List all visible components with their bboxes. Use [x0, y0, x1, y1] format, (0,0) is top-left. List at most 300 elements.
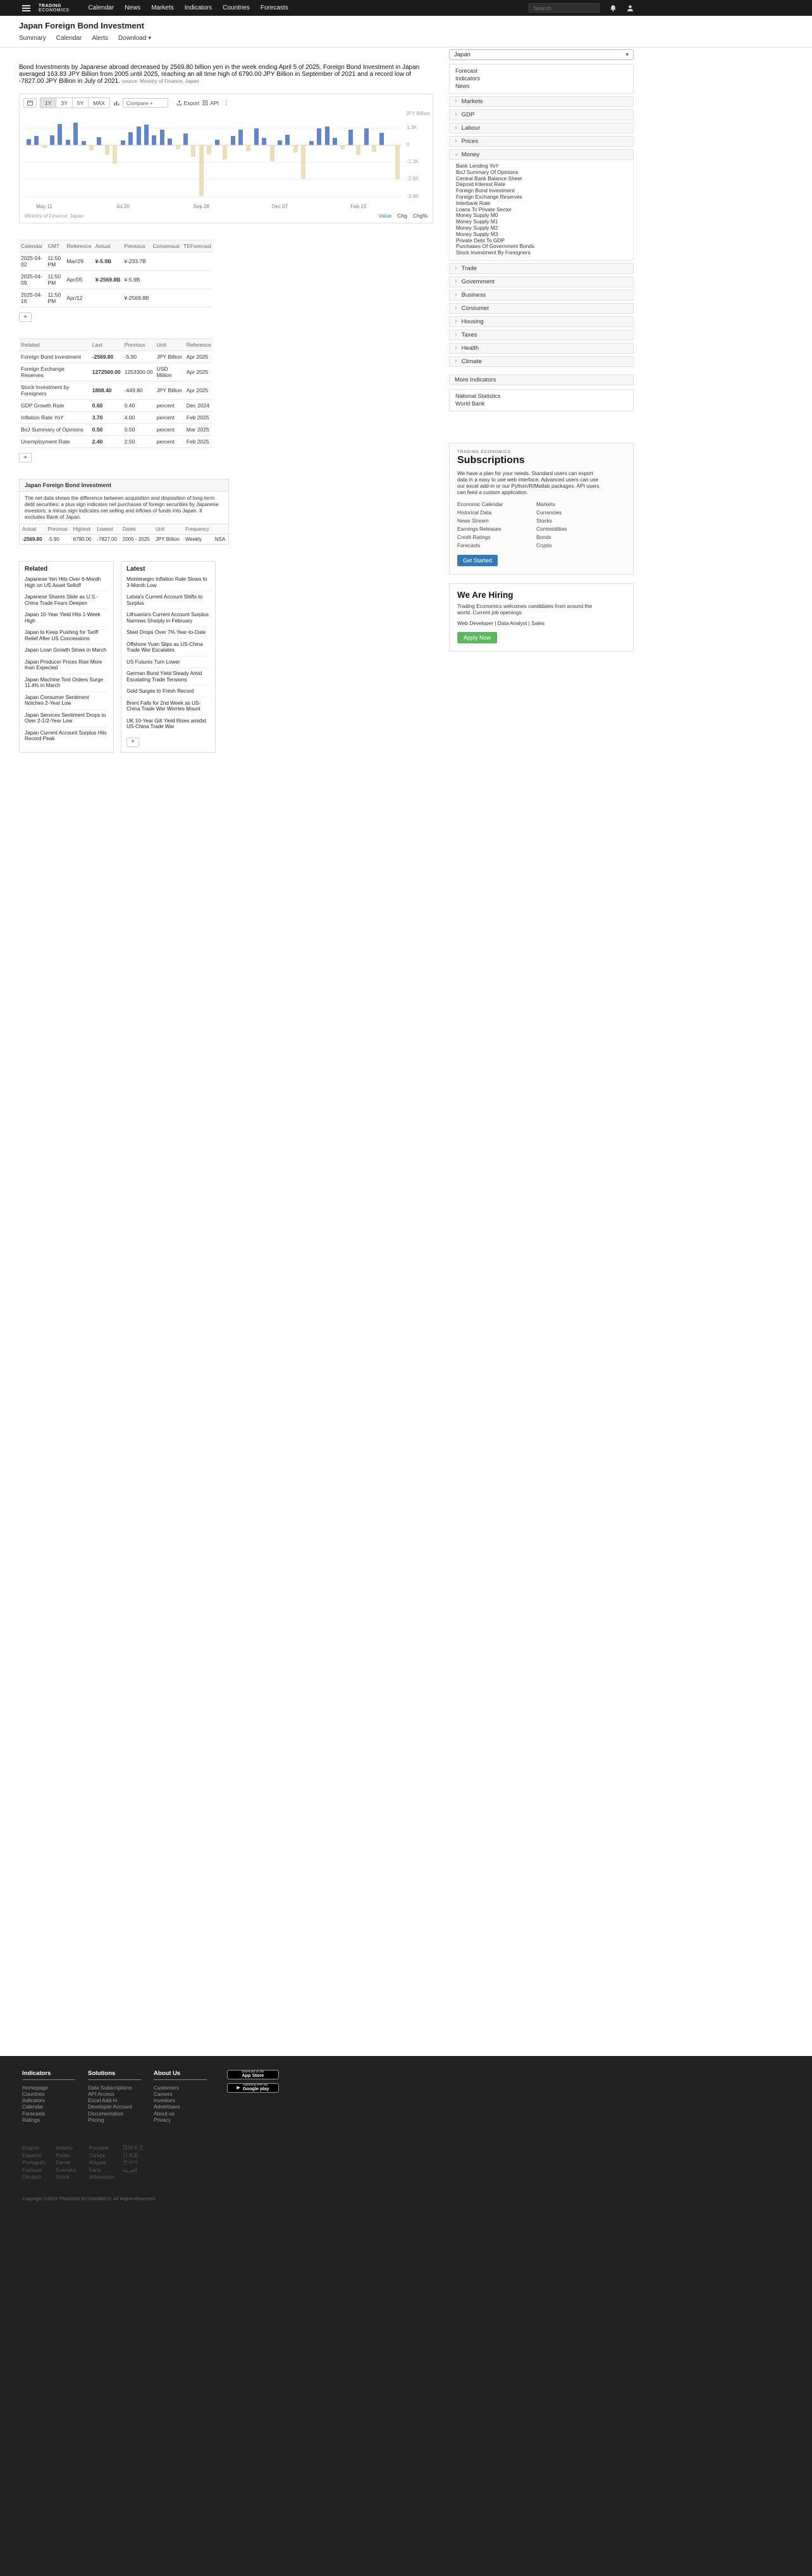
subscription-link[interactable]: Earnings Releases: [457, 525, 501, 532]
chevron-right-icon: ›: [455, 277, 457, 285]
table-row: [19, 363, 213, 381]
sidebar-link-indicators[interactable]: Indicators: [455, 75, 481, 82]
chevron-right-icon: ›: [455, 97, 457, 105]
chart-bar: [105, 145, 109, 155]
news-link[interactable]: Offshore Yuan Slips as US-China Trade War Escalates: [126, 639, 210, 657]
sidebar-accordion-taxes[interactable]: › Taxes: [449, 330, 634, 340]
language-link[interactable]: 日本語: [123, 2152, 138, 2158]
latest-news-card: [121, 561, 216, 753]
range-5y-button[interactable]: 5Y: [72, 98, 88, 108]
chart-type-icon[interactable]: [113, 100, 120, 106]
chart-bar: [379, 133, 384, 145]
language-link[interactable]: Español: [22, 2152, 41, 2158]
cell: [181, 271, 213, 289]
chart-bar: [333, 138, 337, 145]
expand-latest-news-button[interactable]: +: [126, 738, 139, 747]
more-indicators-header: More Indicators: [449, 375, 634, 385]
cell: -5.90: [47, 536, 59, 542]
subscriptions-links: [457, 501, 625, 548]
nav-menu: [89, 4, 288, 11]
subscription-link[interactable]: Crypto: [536, 542, 552, 548]
news-link[interactable]: Lithuania's Current Account Surplus Narrows Sharply in February: [126, 609, 210, 627]
chart-bar: [34, 136, 39, 145]
chart-bar: [27, 139, 31, 145]
chart-bar: [317, 128, 321, 145]
news-link[interactable]: Steel Drops Over 7% Year-to-Date: [126, 627, 210, 639]
cell: ¥-5.9B: [94, 252, 123, 271]
date-range-button[interactable]: [23, 98, 37, 108]
related-news-title: Related: [25, 566, 48, 573]
search-input[interactable]: [529, 3, 600, 13]
chart-bar: [254, 128, 259, 145]
indicator-description-card: [19, 479, 229, 545]
nav-item-markets[interactable]: Markets: [151, 4, 174, 11]
footer-link[interactable]: About us: [154, 2110, 175, 2117]
notifications-bell-icon[interactable]: [610, 4, 617, 12]
cell[interactable]: GDP Growth Rate: [19, 400, 90, 412]
cell: [151, 289, 182, 307]
news-link[interactable]: Japan Consumer Sentiment Notches 2-Year Low: [25, 692, 108, 710]
subscription-link[interactable]: Bonds: [536, 533, 551, 540]
brand-logo[interactable]: [39, 4, 70, 13]
sidebar-indicator-link[interactable]: Foreign Bond Investment: [456, 187, 515, 194]
cell: Apr/05: [65, 271, 93, 289]
footer-column: [22, 2070, 88, 2124]
chart-bar: [89, 145, 94, 151]
cell: NSA: [214, 536, 226, 542]
subscription-link[interactable]: Markets: [536, 500, 555, 507]
country-select[interactable]: Japan ▾: [449, 49, 634, 60]
language-link[interactable]: Italiano: [56, 2145, 73, 2152]
sidebar-indicator-link[interactable]: Foreign Exchange Reserves: [456, 193, 522, 200]
footer-link[interactable]: Forecasts: [22, 2110, 46, 2117]
sidebar-accordion-climate[interactable]: › Climate: [449, 356, 634, 367]
sidebar-indicator-link[interactable]: BoJ Summary Of Opinions: [456, 168, 519, 175]
sidebar-accordion-money[interactable]: › Money: [449, 149, 634, 160]
column-header: TEForecast: [181, 240, 213, 252]
column-header: Unit: [155, 339, 185, 351]
language-link[interactable]: Türkçe: [89, 2152, 106, 2158]
table-row: [19, 252, 213, 271]
play-icon: ▶: [237, 2086, 240, 2090]
news-link[interactable]: Japan Loan Growth Slows in March: [25, 645, 108, 657]
nav-item-countries[interactable]: Countries: [223, 4, 250, 11]
tab-alerts[interactable]: Alerts: [92, 35, 108, 42]
chevron-right-icon: ›: [455, 290, 457, 299]
chart-bar: [207, 145, 211, 154]
language-link[interactable]: Polski: [56, 2152, 70, 2158]
sidebar-link-forecast[interactable]: Forecast: [455, 68, 478, 74]
chart-bar: [270, 145, 274, 161]
footer-link[interactable]: Excel Add-In: [88, 2097, 118, 2104]
compare-button[interactable]: Compare +: [123, 98, 168, 108]
description-text: The net data shows the difference between acquisition and disposition of long-term debt securities: a plus sign indicates net purchases of foreign securities by Japanese investors; a minus sign indicates net selling and inflows of funds into Japan. It excludes Bank of Japan.: [25, 495, 219, 520]
table-row: [20, 535, 228, 545]
table-row: [19, 351, 213, 363]
column-header: Highest: [71, 524, 95, 535]
cell: percent: [155, 424, 185, 436]
cell: 0.40: [123, 400, 155, 412]
related-news-card: [19, 561, 114, 753]
bar-chart-plot: [25, 118, 419, 202]
chart-bar: [191, 145, 195, 157]
chart-bar: [42, 145, 47, 148]
sidebar-accordion-gdp[interactable]: › GDP: [449, 109, 634, 120]
cell: 11:50 PM: [46, 289, 65, 307]
tab-download[interactable]: Download ▾: [118, 35, 152, 42]
footer-link[interactable]: Pricing: [88, 2116, 104, 2123]
footer-link[interactable]: Calendar: [22, 2103, 44, 2110]
mode-chgpct-link[interactable]: Chg%: [412, 213, 428, 219]
news-link[interactable]: Japan Services Sentiment Drops to Over 2-1/2-Year Low: [25, 710, 108, 728]
language-link[interactable]: Français: [22, 2166, 42, 2173]
kebab-menu-icon[interactable]: ⋮: [223, 99, 230, 106]
subscription-link[interactable]: Stocks: [536, 517, 552, 524]
hiring-card: [449, 583, 634, 652]
cell: JPY Billion: [155, 351, 185, 363]
chart-bar: [238, 130, 243, 145]
cell: [151, 271, 182, 289]
google-play-badge[interactable]: ▶ ANDROID APP ON Google play: [227, 2083, 279, 2093]
chart-bar: [50, 135, 54, 145]
chart-bar: [372, 145, 376, 152]
sidebar-indicator-link[interactable]: Money Supply M2: [456, 224, 498, 231]
gridline: [25, 145, 402, 146]
table-row: [19, 271, 213, 289]
chevron-right-icon: ›: [455, 304, 457, 312]
y-axis-label: -3.9K: [407, 193, 419, 199]
chart-bar: [97, 137, 101, 145]
summary-paragraph: [19, 64, 433, 85]
footer-link[interactable]: Investors: [154, 2097, 175, 2104]
chart-toolbar: [20, 94, 433, 109]
column-header: Related: [19, 339, 90, 351]
news-link[interactable]: Japan to Keep Pushing for Tariff Relief After US Concessions: [25, 627, 108, 645]
footer-link[interactable]: Indicators: [22, 2097, 45, 2104]
column-header: Actual: [20, 524, 46, 535]
sidebar-indicator-link[interactable]: Private Debt To GDP: [456, 237, 505, 244]
chart-bar: [66, 140, 70, 145]
column-header: Frequency: [183, 524, 212, 535]
news-link[interactable]: Japan 10-Year Yield Hits 1-Week High: [25, 609, 108, 627]
news-link[interactable]: Gold Surges to Fresh Record: [126, 686, 210, 698]
cell: ¥-233.7B: [122, 252, 151, 271]
cell: [94, 289, 123, 307]
news-link[interactable]: Japan Current Account Surplus Hits Record Peak: [25, 729, 107, 741]
news-link[interactable]: Brent Falls for 2nd Week as US-China Trade War Worries Mount: [126, 698, 210, 715]
cell[interactable]: Foreign Bond Investment: [19, 351, 90, 363]
sidebar-indicator-link[interactable]: Money Supply M1: [456, 218, 498, 225]
hiring-jobs: Web Developer | Data Analyst | Sales: [457, 619, 544, 626]
news-link[interactable]: German Bund Yield Steady Amid Escalating Trade Tensions: [126, 668, 210, 686]
column-header: Unit: [153, 524, 183, 535]
sidebar-indicator-link[interactable]: Money Supply M3: [456, 230, 498, 237]
cell: 3.70: [90, 412, 123, 424]
sidebar-accordion-housing[interactable]: › Housing: [449, 316, 634, 327]
related-news-list: [25, 574, 108, 745]
language-link[interactable]: Magyar: [89, 2159, 107, 2166]
cell: Mar/29: [65, 252, 93, 271]
stats-table: [20, 524, 228, 544]
sidebar-accordion-markets[interactable]: › Markets: [449, 96, 634, 107]
mode-value-link[interactable]: Value: [378, 213, 392, 219]
sidebar-indicator-link[interactable]: Central Bank Balance Sheet: [456, 175, 522, 182]
cell: Apr/12: [65, 289, 93, 307]
cell: -2569.80: [22, 536, 42, 542]
footer: [0, 2056, 812, 2576]
news-link[interactable]: UK 10-Year Gilt Yield Rises amidst US-China Trade War: [126, 717, 206, 729]
cell: 6790.00: [73, 536, 92, 542]
x-axis-label: Feb 15: [350, 204, 367, 209]
cell: Feb 2025: [185, 436, 213, 448]
sidebar-indicator-link[interactable]: Interbank Rate: [456, 199, 491, 206]
news-link[interactable]: Japanese Yen Hits Over 6-Month High on US Asset Selloff: [25, 574, 108, 591]
hiring-title: We Are Hiring: [457, 590, 514, 600]
y-axis-label: 1.3K: [407, 124, 417, 130]
subscription-link[interactable]: Forecasts: [457, 542, 481, 548]
sidebar-indicator-link[interactable]: Purchases Of Government Bonds: [456, 243, 535, 250]
table-row: [19, 436, 213, 448]
cell: JPY Billion: [155, 381, 185, 400]
chart-bar: [121, 140, 125, 145]
table-row: [19, 289, 213, 307]
more-indicators-list: [449, 389, 634, 411]
chevron-right-icon: ›: [452, 153, 460, 156]
subscriptions-card: [449, 443, 634, 574]
footer-link[interactable]: Data Subscriptions: [88, 2084, 132, 2091]
cell: 2.40: [90, 436, 123, 448]
language-link[interactable]: English: [22, 2145, 40, 2152]
sidebar-accordion-business[interactable]: › Business: [449, 290, 634, 300]
chevron-down-icon: ▾: [146, 35, 152, 42]
news-link[interactable]: US Futures Turn Lower: [126, 657, 210, 669]
cell: Dec 2024: [185, 400, 213, 412]
range-3y-button[interactable]: 3Y: [56, 98, 71, 108]
footer-link[interactable]: Documentation: [88, 2110, 123, 2117]
range-max-button[interactable]: MAX: [88, 98, 109, 108]
app-store-badge[interactable]: Download on the App Store: [227, 2070, 279, 2079]
subscription-link[interactable]: Credit Ratings: [457, 533, 491, 540]
tab-calendar[interactable]: Calendar: [56, 35, 82, 42]
get-started-button[interactable]: Get Started: [457, 555, 498, 566]
chart-bar: [285, 135, 290, 145]
cell: 0.50: [90, 424, 123, 436]
footer-column-title: Indicators: [22, 2070, 75, 2080]
language-link[interactable]: 한국어: [123, 2159, 138, 2166]
chart-bar: [262, 138, 266, 145]
cell: [151, 252, 182, 271]
cell: 11:50 PM: [46, 252, 65, 271]
sidebar-accordion-consumer[interactable]: › Consumer: [449, 303, 634, 314]
chevron-right-icon: ›: [455, 330, 457, 338]
y-axis-label: -1.3K: [407, 159, 419, 165]
footer-link[interactable]: Homepage: [22, 2084, 48, 2091]
subscription-link[interactable]: News Stream: [457, 517, 489, 524]
sidebar-link[interactable]: World Bank: [455, 400, 485, 407]
cell[interactable]: Stock Investment by Foreigners: [19, 381, 90, 400]
chart-attribution: Ministry of Finance, Japan: [25, 213, 84, 219]
source-note: source: Ministry of Finance, Japan: [121, 78, 199, 84]
brand-line1: TRADING: [39, 3, 62, 8]
footer-link[interactable]: Ratings: [22, 2116, 40, 2123]
footer-link[interactable]: Advertisers: [154, 2103, 180, 2110]
column-header: Dates: [120, 524, 153, 535]
table-row: [19, 424, 213, 436]
sidebar-accordion-health[interactable]: › Health: [449, 343, 634, 354]
table-row: [19, 381, 213, 400]
sidebar-link-news[interactable]: News: [455, 83, 470, 89]
sidebar-accordion-trade[interactable]: › Trade: [449, 263, 634, 274]
gridline: [25, 179, 402, 180]
column-header: Actual: [94, 240, 123, 252]
cell: 1253300.00: [123, 363, 155, 381]
api-button[interactable]: API: [202, 100, 219, 106]
chart-bar: [137, 127, 141, 145]
range-button-group: [40, 97, 110, 108]
sidebar-indicator-link[interactable]: Money Supply M0: [456, 212, 498, 219]
news-link[interactable]: Montenegro Inflation Rate Slows to 3-Month Low: [126, 574, 210, 591]
sidebar-accordion-labour[interactable]: › Labour: [449, 123, 634, 133]
cell[interactable]: BoJ Summary of Opinions: [19, 424, 90, 436]
nav-item-news[interactable]: News: [125, 4, 141, 11]
latest-news-title: Latest: [126, 566, 145, 573]
user-account-icon[interactable]: [627, 4, 634, 12]
chart-bar: [309, 141, 314, 145]
sidebar: [449, 47, 634, 652]
cell[interactable]: Inflation Rate YoY: [19, 412, 90, 424]
cell: Weekly: [185, 536, 202, 542]
cell[interactable]: Foreign Exchange Reserves: [19, 363, 90, 381]
news-link[interactable]: Latvia's Current Account Shifts to Surplus: [126, 591, 210, 609]
language-link[interactable]: Norsk: [56, 2174, 70, 2181]
cell: 0.60: [90, 400, 123, 412]
footer-link[interactable]: Careers: [154, 2090, 173, 2097]
gridline: [25, 162, 402, 163]
chart-bar: [113, 145, 117, 164]
column-header: Reference: [185, 339, 213, 351]
column-header: GMT: [46, 240, 65, 252]
cell: [181, 252, 213, 271]
chevron-right-icon: ›: [455, 124, 457, 132]
language-link[interactable]: Português: [22, 2159, 46, 2166]
description-title: Japan Foreign Bond Investment: [20, 480, 228, 492]
tab-summary[interactable]: Summary: [19, 35, 46, 42]
footer-link[interactable]: Developer Account: [88, 2103, 132, 2110]
cell: 0.50: [123, 424, 155, 436]
chart-bar: [128, 132, 133, 145]
chevron-right-icon: ›: [455, 264, 457, 272]
cell: 2025-04-09: [19, 271, 46, 289]
sidebar-link[interactable]: National Statistics: [455, 392, 501, 399]
chart-bar: [152, 135, 156, 145]
language-link[interactable]: العربية: [123, 2166, 137, 2173]
sidebar-indicator-link[interactable]: Stock Investment By Foreigners: [456, 249, 531, 256]
cell[interactable]: Unemployment Rate: [19, 436, 90, 448]
cell: Apr 2025: [185, 351, 213, 363]
sidebar-indicator-link[interactable]: Bank Lending YoY: [456, 163, 499, 169]
cell: ¥-2569.8B: [122, 289, 151, 307]
y-axis-label: 0: [407, 141, 410, 147]
news-link[interactable]: Japanese Shares Slide as U.S.-China Trade Fears Deepen: [25, 591, 108, 609]
chart-bar: [144, 125, 149, 145]
chart-bar: [176, 145, 180, 149]
sidebar-accordion-government[interactable]: › Government: [449, 276, 634, 287]
hamburger-menu-icon[interactable]: [22, 5, 30, 11]
footer-link[interactable]: Customers: [154, 2084, 180, 2091]
cell: Apr 2025: [185, 363, 213, 381]
summary-text: Bond Investments by Japanese abroad decreased by 2569.80 billion yen in the week ending April 5 of 2025. Foreign Bond Investment in Japan averaged 163.83 JPY Billion from 2005 until 2025, reaching an all time high of 6790.00 JPY Billion in September of 2021 and a record low of -7827.00 JPY Billion in July of 2021.: [19, 64, 420, 85]
news-link[interactable]: Japan Machine Tool Orders Surge 11.4% in March: [25, 674, 108, 692]
nav-item-indicators[interactable]: Indicators: [184, 4, 212, 11]
cell: ¥-5.9B: [122, 271, 151, 289]
language-link[interactable]: Deutsch: [22, 2174, 42, 2181]
chart-bar: [231, 136, 235, 144]
chevron-right-icon: ›: [455, 317, 457, 325]
cell: Apr 2025: [185, 381, 213, 400]
cell: Mar 2025: [185, 424, 213, 436]
language-link[interactable]: Svenska: [56, 2166, 76, 2173]
footer-link[interactable]: Privacy: [154, 2116, 171, 2123]
language-link[interactable]: Русский: [89, 2145, 109, 2152]
y-axis-label: -2.6K: [407, 176, 419, 182]
range-1y-button[interactable]: 1Y: [40, 98, 56, 108]
footer-link[interactable]: API Access: [88, 2090, 114, 2097]
related-indicators-table: [19, 338, 213, 448]
nav-item-calendar[interactable]: Calendar: [88, 4, 114, 11]
language-link[interactable]: Dansk: [56, 2159, 71, 2166]
apply-now-button[interactable]: Apply Now: [457, 632, 497, 643]
chart-bar: [160, 130, 164, 145]
calendar-table: [19, 240, 213, 307]
nav-item-forecasts[interactable]: Forecasts: [260, 4, 288, 11]
category-accordions: [449, 96, 634, 367]
sidebar-accordion-prices[interactable]: › Prices: [449, 136, 634, 147]
column-header: Previous: [46, 524, 71, 535]
chevron-right-icon: ›: [455, 137, 457, 145]
footer-link[interactable]: Countries: [22, 2090, 45, 2097]
export-button[interactable]: Export: [176, 100, 200, 106]
sidebar-indicator-link[interactable]: Loans To Private Sector: [456, 206, 512, 213]
empty-space: [0, 753, 812, 2056]
subscription-link[interactable]: Economic Calendar: [457, 500, 503, 507]
subscription-link[interactable]: Historical Data: [457, 509, 491, 516]
brand-line2: ECONOMICS: [39, 8, 70, 13]
money-indicator-list: [449, 160, 634, 261]
subscription-link[interactable]: Commodities: [536, 525, 567, 532]
column-header: Reference: [65, 240, 93, 252]
sidebar-indicator-link[interactable]: Deposit Interest Rate: [456, 181, 505, 188]
language-link[interactable]: 简体中文: [123, 2145, 144, 2152]
column-header: Last: [90, 339, 123, 351]
chart-unit-label: JPY Billion: [405, 111, 430, 116]
chevron-down-icon: ▾: [625, 51, 629, 58]
x-axis-label: Sep 28: [193, 204, 210, 209]
chart-bar: [199, 145, 204, 196]
language-link[interactable]: Indonesian: [89, 2174, 115, 2181]
cell: -2569.80: [90, 351, 123, 363]
mode-chg-link[interactable]: Chg: [397, 213, 407, 219]
chart-bar: [364, 128, 369, 145]
subscription-link[interactable]: Currencies: [536, 509, 562, 516]
top-navbar: [0, 0, 812, 16]
language-links: [22, 2145, 812, 2181]
table-row: [19, 400, 213, 412]
language-link[interactable]: Farsi: [89, 2166, 101, 2173]
expand-calendar-button[interactable]: +: [19, 313, 32, 322]
expand-related-button[interactable]: +: [19, 453, 32, 462]
news-link[interactable]: Japan Producer Prices Rise More than Expected: [25, 657, 108, 674]
cell: 2.50: [123, 436, 155, 448]
